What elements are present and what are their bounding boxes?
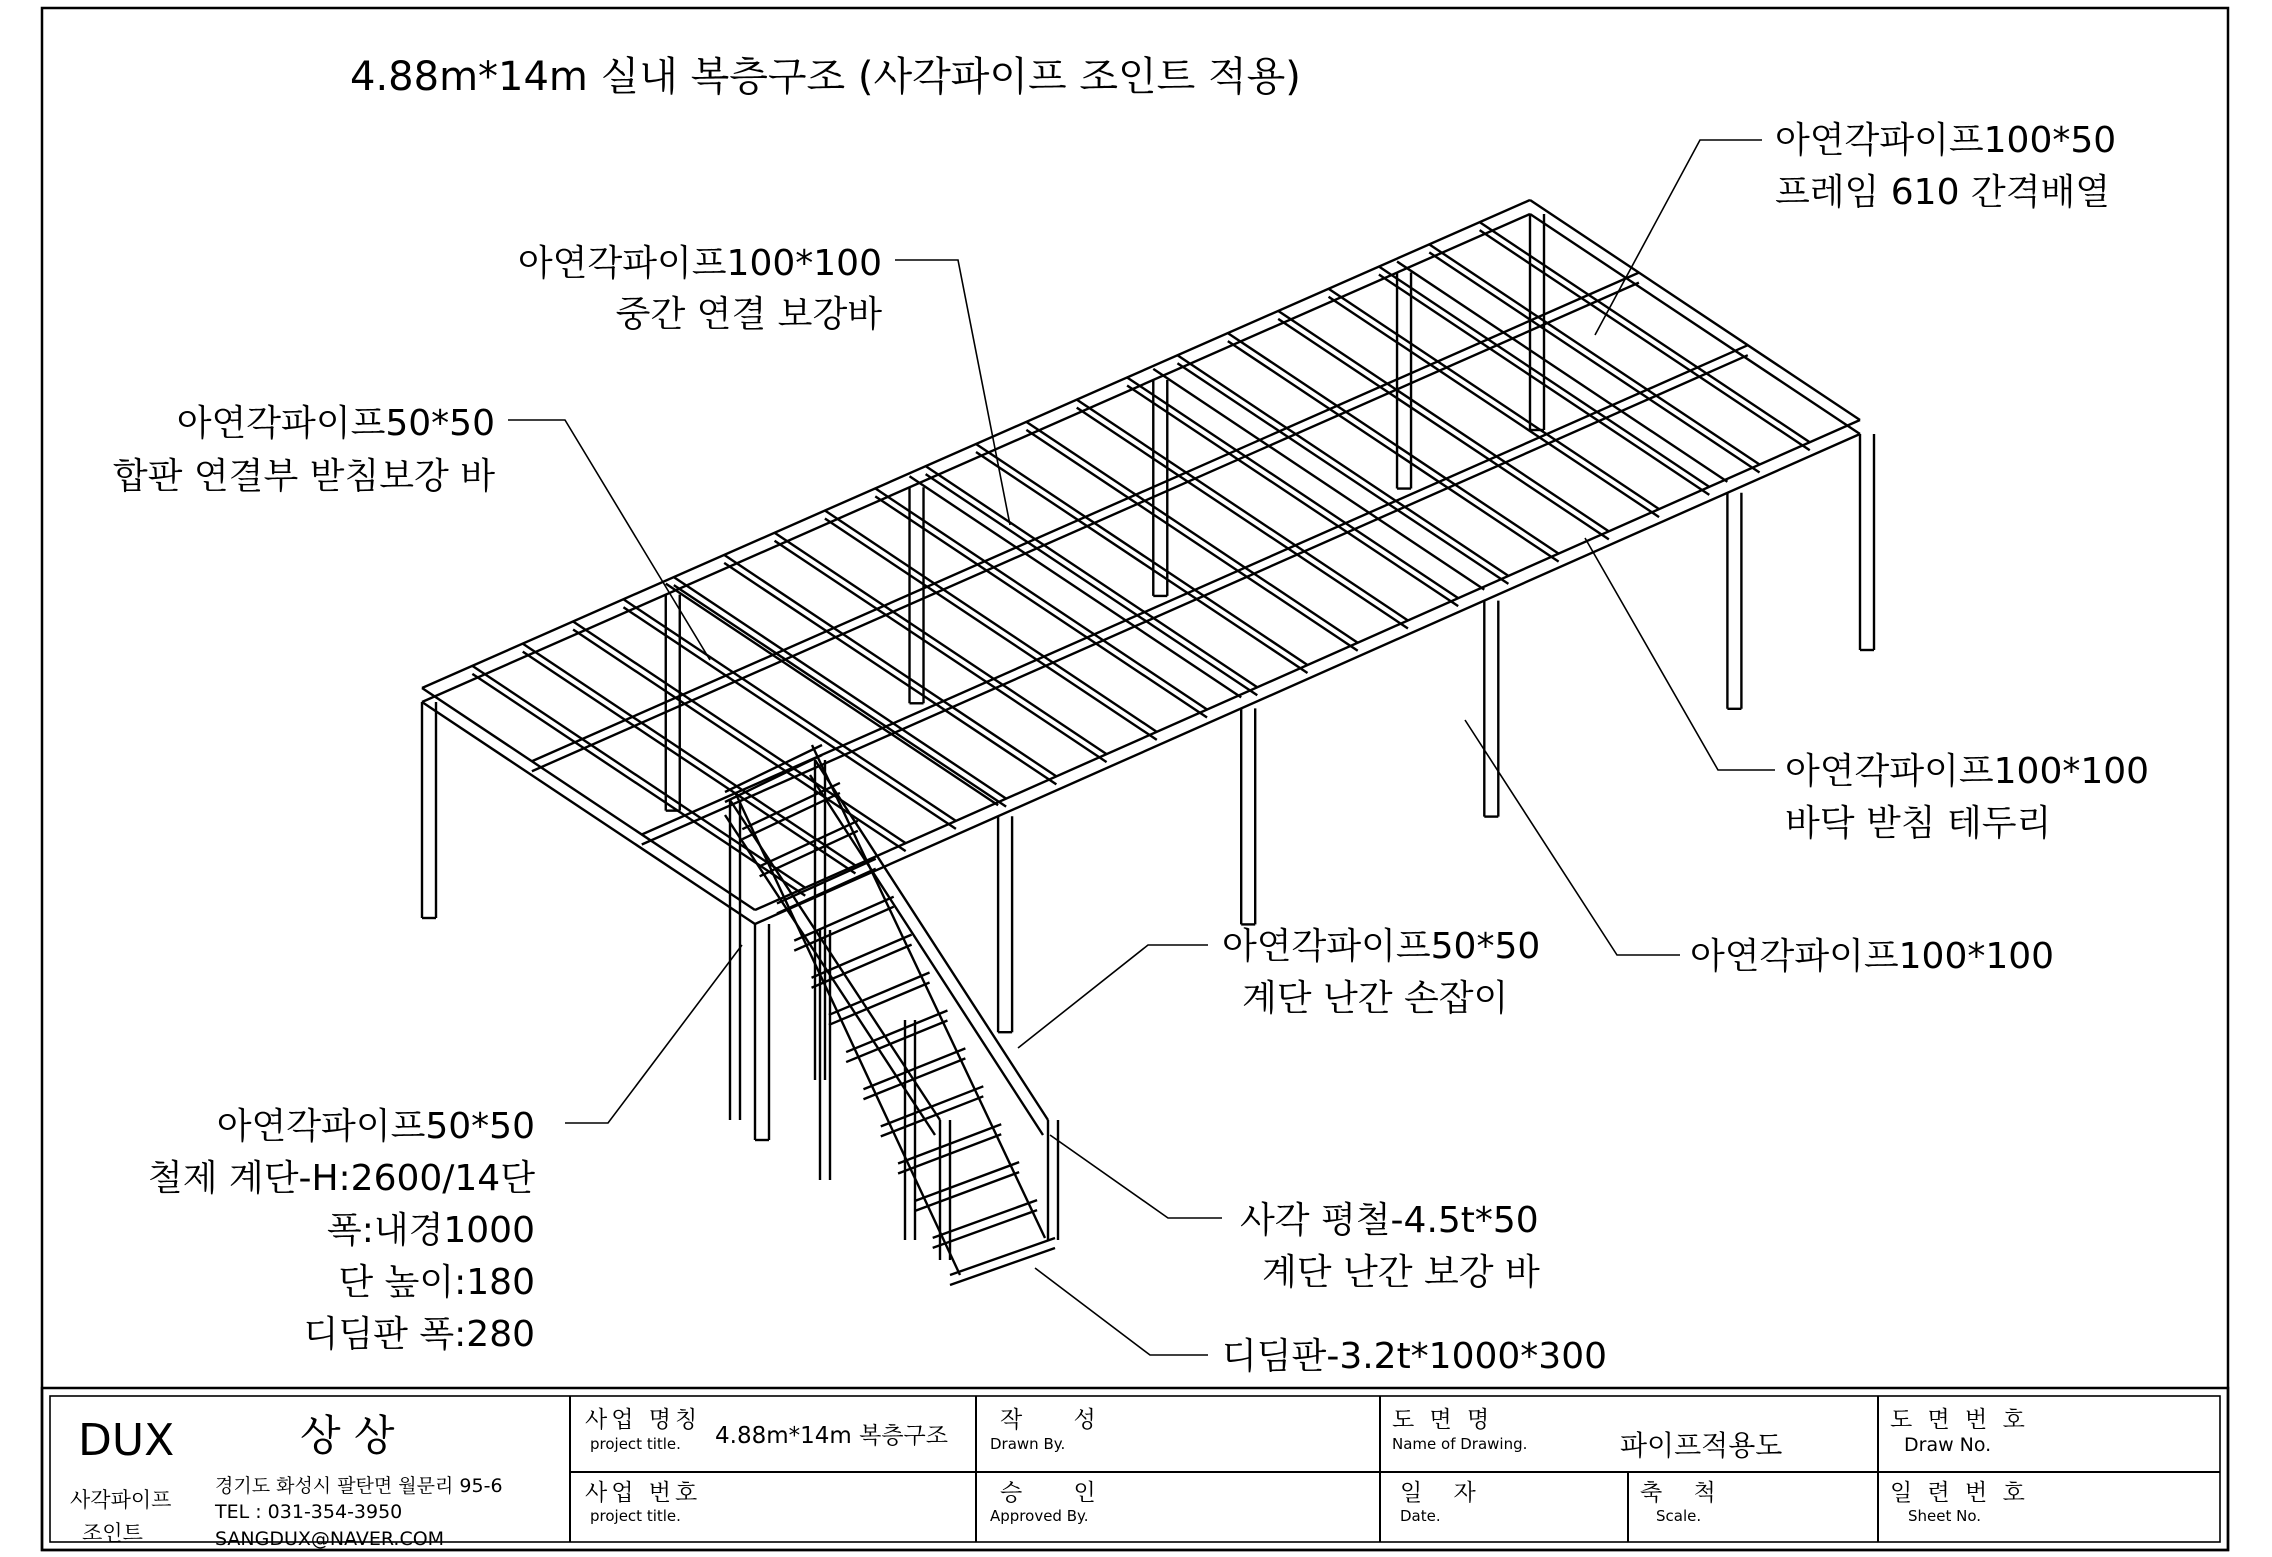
callout-floor-rim-line1: 아연각파이프100*100 xyxy=(1785,751,2150,792)
callout-stair xyxy=(148,1106,535,1355)
callout-stair-line4: 단 높이:180 xyxy=(338,1262,535,1303)
callout-stair-line5: 디딤판 폭:280 xyxy=(303,1314,535,1355)
mid-brace-100x100-lower xyxy=(642,355,1748,844)
company-email: SANGDUX@NAVER.COM xyxy=(215,1528,445,1550)
drawing-name-cell xyxy=(1392,1407,1782,1462)
callout-handrail xyxy=(1222,926,1540,1019)
stair-tread-edge xyxy=(812,945,912,988)
stair-tread xyxy=(829,973,930,1015)
company-tel: TEL : 031-354-3950 xyxy=(215,1501,403,1523)
leader-tread xyxy=(1035,1268,1208,1355)
company-address: 경기도 화성시 팔탄면 월문리 95-6 xyxy=(215,1475,503,1497)
stair-tread-edge xyxy=(829,983,930,1025)
callout-handrail-line2: 계단 난간 손잡이 xyxy=(1242,978,1509,1019)
mid-brace-100x100-lower xyxy=(532,283,1639,772)
floor-rim-beam-lower xyxy=(755,434,1860,924)
callout-flat-bar-line2: 계단 난간 보강 바 xyxy=(1262,1252,1540,1293)
callout-tread xyxy=(1222,1336,1607,1377)
staircase xyxy=(725,745,1058,1285)
leader-floor-rim xyxy=(1585,538,1775,770)
project-name-label-ko: 사업 명칭 xyxy=(585,1407,702,1433)
leader-handrail xyxy=(1018,945,1208,1048)
approved-by-label-ko: 승 인 xyxy=(1000,1480,1118,1506)
leader-frame-joist xyxy=(1595,140,1762,335)
mezzanine-structure xyxy=(422,200,1874,1140)
stair-tread-edge xyxy=(950,1248,1055,1285)
stair-tread-edge xyxy=(933,1210,1037,1248)
company-product-line1: 사각파이프 xyxy=(70,1488,172,1512)
drawn-by-label-ko: 작 성 xyxy=(1000,1407,1118,1433)
company-brand: DUX xyxy=(78,1415,175,1466)
project-no-label-en: project title. xyxy=(590,1507,681,1525)
callout-tread-line1: 디딤판-3.2t*1000*300 xyxy=(1222,1336,1608,1377)
company-cell xyxy=(70,1411,503,1550)
callout-plywood-support-line2: 합판 연결부 받침보강 바 xyxy=(112,456,495,497)
floor-rim-beam xyxy=(422,688,755,910)
stair-tread xyxy=(881,1086,984,1126)
stair-tread xyxy=(950,1238,1055,1275)
company-name: 상 상 xyxy=(300,1411,395,1460)
date-label-en: Date. xyxy=(1400,1507,1441,1525)
project-no-label-ko: 사업 번호 xyxy=(585,1480,702,1506)
drawing-title: 4.88m*14m 실내 복층구조 (사각파이프 조인트 적용) xyxy=(350,54,1301,100)
project-name-value: 4.88m*14m 복층구조 xyxy=(715,1423,948,1449)
callout-stair-line2: 철제 계단-H:2600/14단 xyxy=(147,1158,535,1199)
scale-cell xyxy=(1640,1480,1728,1525)
leader-flat-bar xyxy=(1050,1135,1222,1218)
stair-tread-edge xyxy=(915,1172,1019,1211)
leader-stair xyxy=(565,945,742,1123)
callout-frame-joist-line2: 프레임 610 간격배열 xyxy=(1775,172,2111,213)
scale-label-en: Scale. xyxy=(1656,1507,1702,1525)
callout-flat-bar-line1: 사각 평철-4.5t*50 xyxy=(1240,1200,1539,1241)
callout-stair-line3: 폭:내경1000 xyxy=(326,1210,535,1251)
drawing-no-label-ko: 도 면 번 호 xyxy=(1890,1407,2029,1433)
mid-brace-100x100 xyxy=(532,273,1639,762)
drawing-name-label-ko: 도 면 명 xyxy=(1392,1407,1494,1433)
project-no-cell xyxy=(585,1480,701,1525)
callout-floor-rim-line2: 바닥 받침 테두리 xyxy=(1785,803,2052,844)
drawing-name-label-en: Name of Drawing. xyxy=(1392,1435,1528,1453)
company-product-line2: 조인트 xyxy=(82,1521,143,1545)
drawing-no-label-en: Draw No. xyxy=(1904,1434,1992,1456)
sheet-no-label-ko: 일 련 번 호 xyxy=(1890,1480,2029,1506)
callout-plywood-support xyxy=(113,403,495,497)
date-label-ko: 일 자 xyxy=(1400,1480,1488,1506)
drawn-by-cell xyxy=(990,1407,1118,1453)
stair-tread xyxy=(760,821,858,866)
sheet-no-label-en: Sheet No. xyxy=(1908,1507,1982,1525)
approved-by-label-en: Approved By. xyxy=(990,1507,1089,1525)
callout-column-line1: 아연각파이프100*100 xyxy=(1690,936,2055,977)
callout-frame-joist-line1: 아연각파이프100*50 xyxy=(1775,120,2117,161)
callout-mid-brace-line1: 아연각파이프100*100 xyxy=(517,243,882,284)
drawing-no-cell xyxy=(1890,1407,2029,1456)
sheet-no-cell xyxy=(1890,1480,2029,1525)
stair-tread xyxy=(915,1162,1019,1201)
callout-plywood-support-line1: 아연각파이프50*50 xyxy=(176,403,495,444)
callout-handrail-line1: 아연각파이프50*50 xyxy=(1222,926,1541,967)
callout-mid-brace xyxy=(518,243,882,335)
callout-floor-rim xyxy=(1785,751,2149,844)
project-name-label-en: project title. xyxy=(590,1435,681,1453)
date-cell xyxy=(1400,1480,1488,1525)
stair-tread-edge xyxy=(794,907,893,951)
project-name-cell xyxy=(585,1407,948,1453)
stair-tread xyxy=(777,859,876,904)
scale-label-ko: 축 척 xyxy=(1640,1480,1728,1506)
stair-handrail-right-lower xyxy=(810,775,1043,1135)
stair-tread-edge xyxy=(760,831,858,876)
stair-tread xyxy=(933,1200,1037,1238)
stair-tread xyxy=(812,935,912,978)
callout-frame-joist xyxy=(1775,120,2116,213)
callout-flat-bar xyxy=(1240,1200,1540,1293)
stair-tread xyxy=(846,1010,947,1052)
approved-by-cell xyxy=(990,1480,1118,1525)
callout-mid-brace-line2: 중간 연결 보강바 xyxy=(615,294,882,335)
drawing-name-value: 파이프적용도 xyxy=(1620,1429,1783,1462)
drawn-by-label-en: Drawn By. xyxy=(990,1435,1066,1453)
stair-stringer-right xyxy=(812,745,1045,1238)
cross-beam-100x100 xyxy=(1397,262,1727,482)
stair-tread-edge xyxy=(777,869,876,914)
callout-column xyxy=(1690,936,2054,977)
callout-stair-line1: 아연각파이프50*50 xyxy=(216,1106,535,1147)
